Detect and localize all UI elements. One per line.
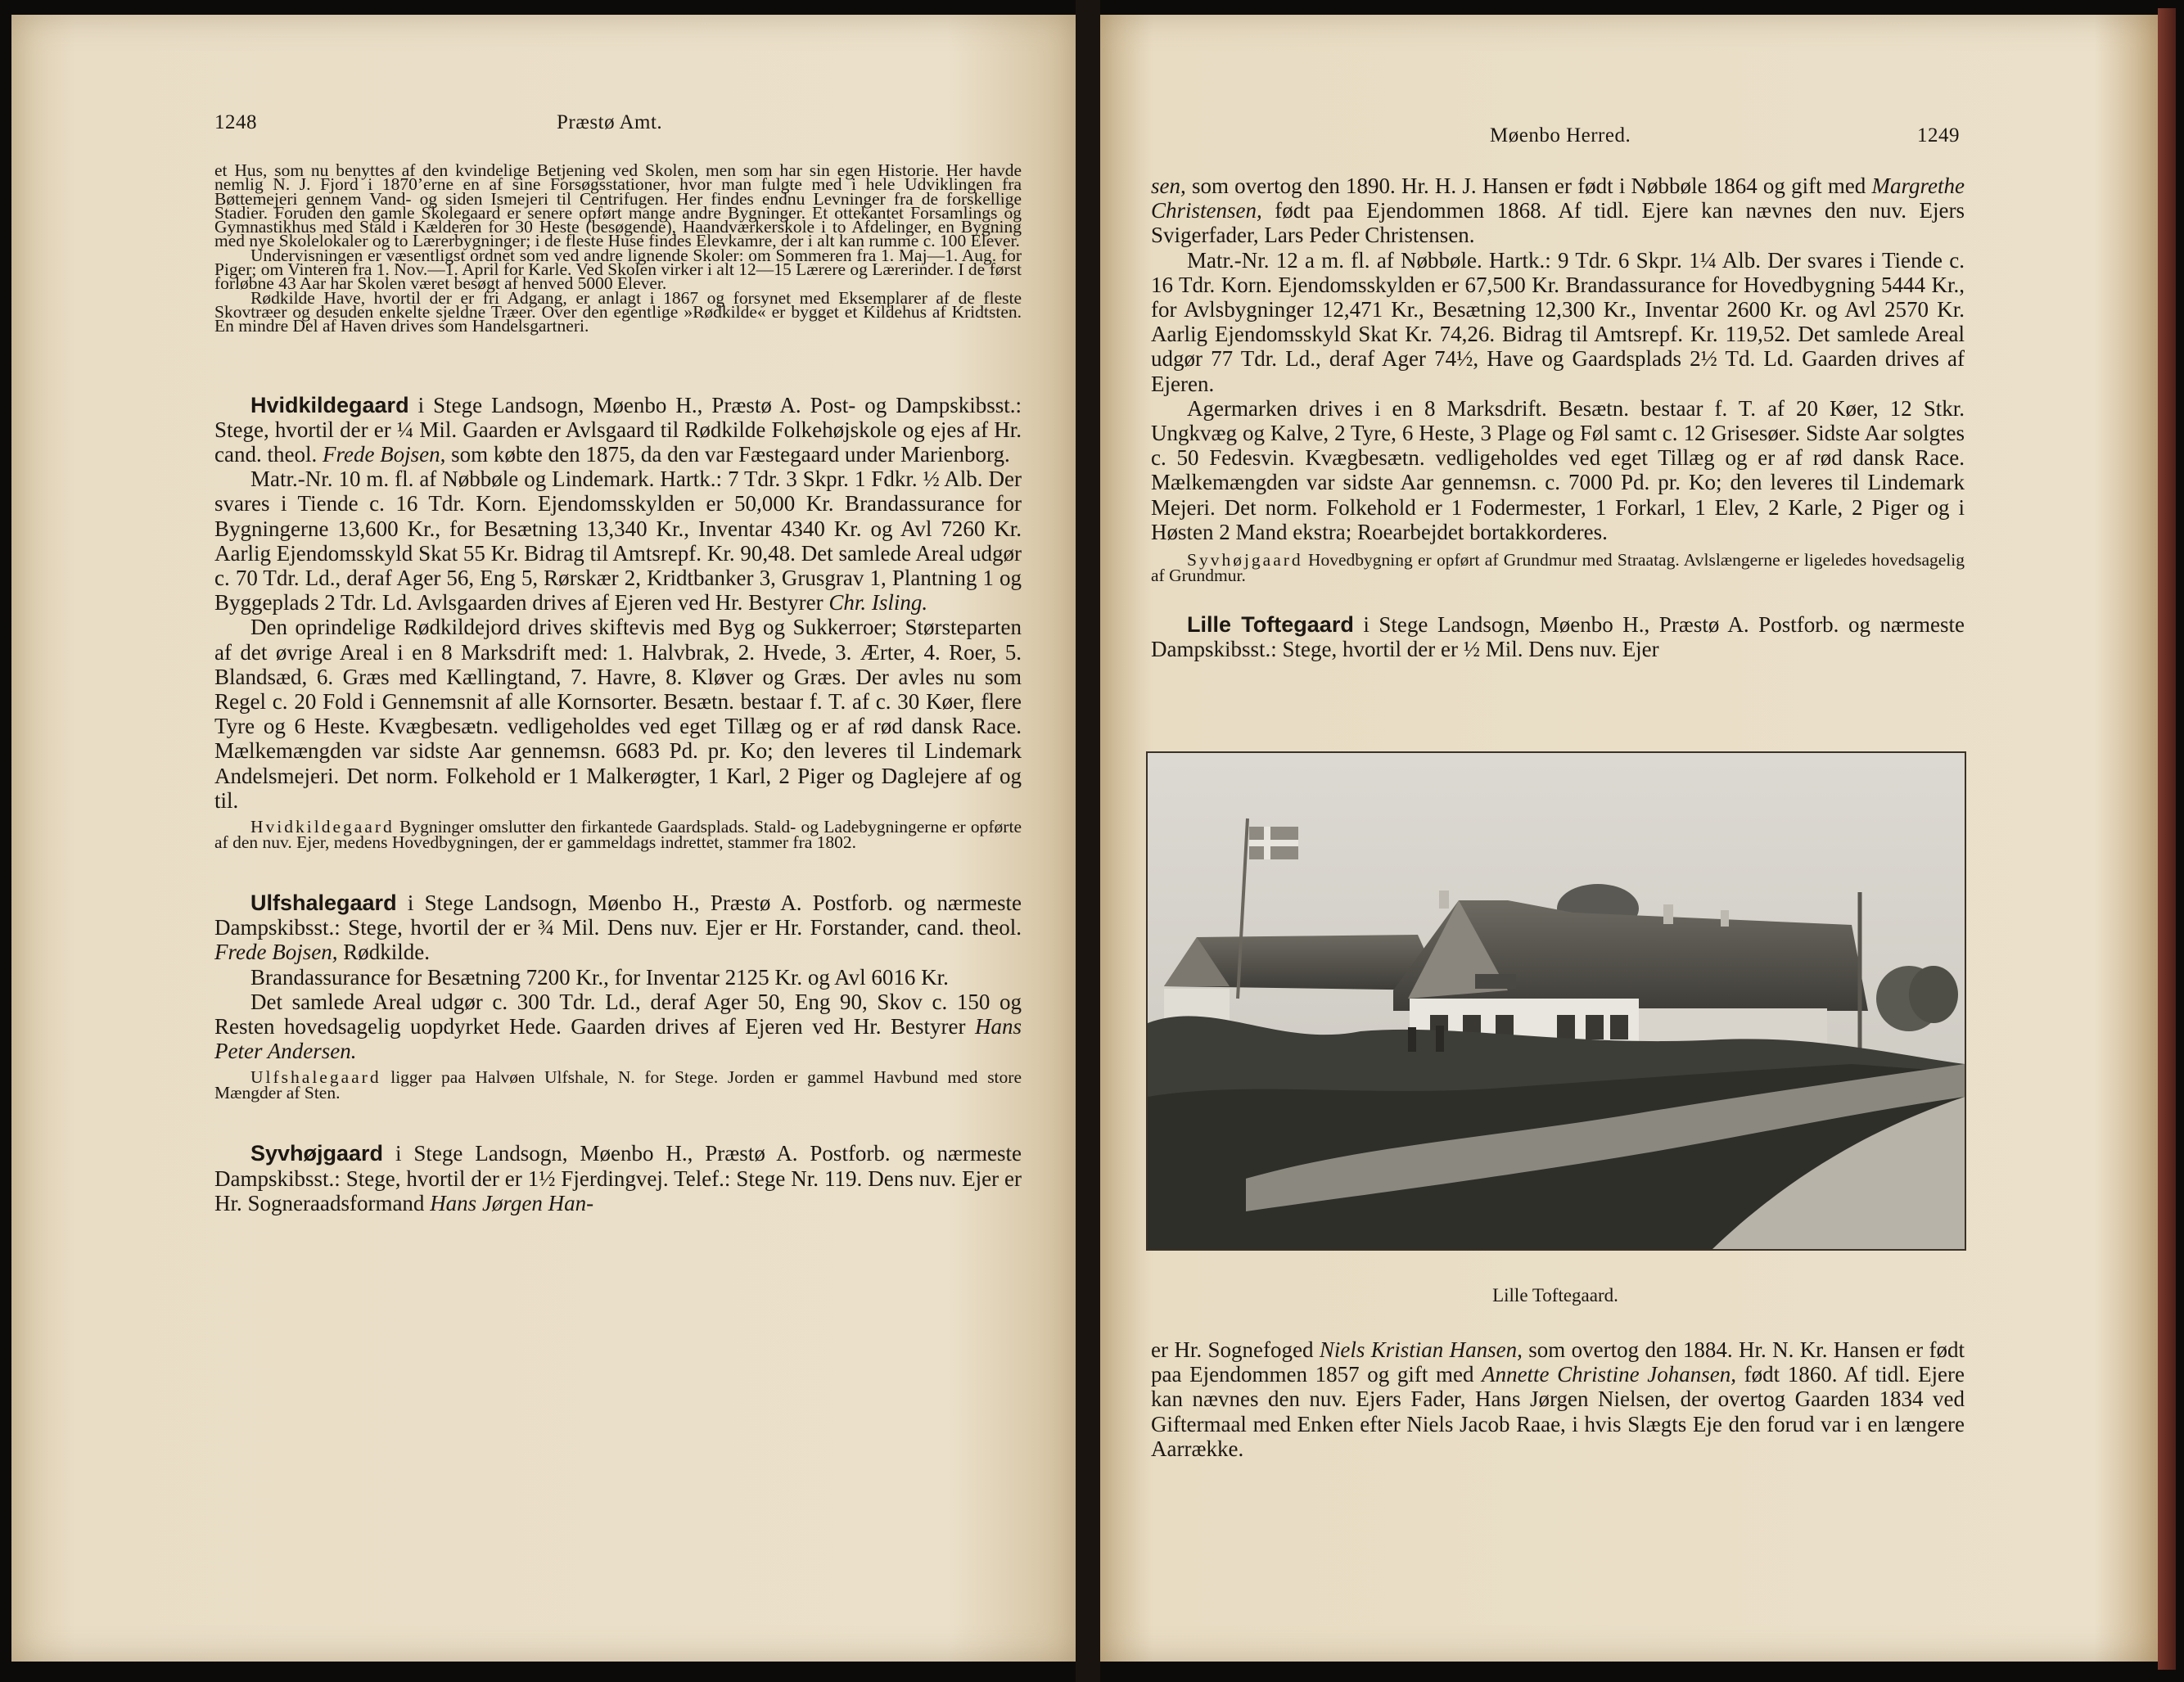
paragraph: Undervisningen er væsentligst ordnet som ved andre lignende Skoler: om Sommeren fra 1. Maj—1. Aug. for Piger; om Vinteren fra 1. Nov.—1. April for Karle. Ved Skolen virker i alt 12—15 Lærere og Lærerinder. I de først forløbne 43 Aar har Skolen været besøgt af henved 5000 Elever.: [214, 245, 1022, 294]
entry-note: Hvidkildegaard Bygninger omslutter den firkantede Gaardsplads. Stald- og Ladebygningerne er opførte af den nuv. Ejer, medens Hovedbygningen, der er gammeldags indrettet, stammer fra 1802.: [214, 817, 1022, 852]
right-text-column-top: [1151, 174, 1965, 661]
paragraph: Ulfshalegaard i Stege Landsogn, Møenbo H., Præstø A. Postforb. og nærmeste Dampskibsst.: Stege, hvortil der er ¾ Mil. Dens nuv. Ejer er Hr. Forstander, cand. theol. Frede Bojsen, Rødkilde.: [214, 891, 1022, 965]
owner-name: Hans Jørgen Han-: [430, 1190, 594, 1215]
rodkilde-section: [214, 160, 1022, 336]
owner-name: Frede Bojsen,: [214, 940, 338, 965]
right-running-head: Møenbo Herred.: [1490, 124, 1631, 147]
book-spine: [1076, 0, 1100, 1682]
photo-caption: Lille Toftegaard.: [1492, 1285, 1618, 1305]
paragraph: Matr.-Nr. 12 a m. fl. af Nøbbøle. Hartk.: 9 Tdr. 6 Skpr. 1¼ Alb. Der svares i Tiende c. 16 Tdr. Korn. Ejendomsskylden er 67,500 Kr. Brandassurance for Hovedbygning 5444 Kr., for Avlsbygninger 12,471 Kr., Besætning 12,300 Kr., Inventar 2600 Kr. og Avl 2570 Kr. Aarlig Ejendomsskyld Skat Kr. 74,26. Bidrag til Amtsrepf. Kr. 119,52. Det samlede Areal udgør 77 Tdr. Ld., deraf Ager 74½, Have og Gaardsplads 2½ Td. Ld. Gaarden drives af Ejeren.: [1151, 247, 1965, 396]
ulfshalegaard-entry: [214, 891, 1022, 1063]
paragraph: sen, som overtog den 1890. Hr. H. J. Hansen er født i Nøbbøle 1864 og gift med Margrethe Christensen, født paa Ejendommen 1868. Af tidl. Ejere kan nævnes den nuv. Ejers Svigerfader, Lars Peder Christensen.: [1151, 174, 1965, 248]
paragraph: Brandassurance for Besætning 7200 Kr., for Inventar 2125 Kr. og Avl 6016 Kr.: [250, 964, 949, 990]
paragraph: Syvhøjgaard i Stege Landsogn, Møenbo H., Præstø A. Postforb. og nærmeste Dampskibsst.: Stege, hvortil der er 1½ Fjerdingvej. Telef.: Stege Nr. 119. Dens nuv. Ejer er Hr. Sogneraadsformand Hans Jørgen Han-: [214, 1141, 1022, 1215]
book-cover-edge: [2158, 8, 2176, 1670]
paragraph: Rødkilde Have, hvortil der er fri Adgang, er anlagt i 1867 og forsynet med Eksemplarer af de fleste Skovtræer og desuden enkelte sjeldne Træer. Over den egentlige »Rødkilde« er bygget et Kildehus af Kridtsten. En mindre Del af Haven drives som Handelsgartneri.: [214, 287, 1022, 336]
entry-heading: Hvidkildegaard: [250, 392, 409, 417]
paragraph: Matr.-Nr. 10 m. fl. af Nøbbøle og Lindemark. Hartk.: 7 Tdr. 3 Skpr. 1 Fdkr. ½ Alb. Der svares i Tiende c. 16 Tdr. Korn. Ejendomsskylden er 50,000 Kr. Brandassurance for Bygningerne 13,600 Kr., for Besætning 13,340 Kr., Inventar 4340 Kr. og Avl 7260 Kr. Aarlig Ejendomsskyld Skat 55 Kr. Bidrag til Amtsrepf. Kr. 90,48. Det samlede Areal udgør c. 70 Tdr. Ld., deraf Ager 56, Eng 5, Rørskær 2, Kridtbanker 3, Grusgrav 1, Plantning 1 og Byggeplads 2 Tdr. Ld. Avlsgaarden drives af Ejeren ved Hr. Bestyrer Chr. Isling.: [214, 467, 1022, 616]
syvhojgaard-continued: [1151, 174, 1965, 544]
lille-toftegaard-entry: [1151, 612, 1965, 661]
syvhojgaard-entry: [214, 1141, 1022, 1215]
owner-name: Niels Kristian Hansen,: [1319, 1337, 1523, 1362]
wife-name: Margrethe Christensen,: [1151, 174, 1965, 223]
left-running-head: Præstø Amt.: [557, 111, 663, 133]
entry-heading: Syvhøjgaard: [250, 1141, 384, 1166]
paragraph: er Hr. Sognefoged Niels Kristian Hansen, som overtog den 1884. Hr. N. Kr. Hansen er født paa Ejendommen 1857 og gift med Annette Christine Johansen, født 1860. Af tidl. Ejere kan nævnes den nuv. Ejers Fader, Hans Jørgen Nielsen, der overtog Gaarden 1834 ved Giftermaal med Enken efter Niels Jacob Raae, i hvis Slægts Eje den forud var i en længere Aarrække.: [1151, 1337, 1965, 1461]
entry-heading: Ulfshalegaard: [250, 891, 397, 916]
entry-heading: Lille Toftegaard: [1187, 612, 1354, 638]
paragraph: Den oprindelige Rødkildejord drives skiftevis med Byg og Sukkerroer; Størsteparten af det øvrige Areal i en 8 Marksdrift med: 1. Halvbrak, 2. Hvede, 3. Ærter, 4. Roer, 5. Blandsæd, 6. Græs med Kællingtand, 7. Havre, 8. Kløver og Græs. Der avles nu som Regel c. 20 Fold i Gennemsnit af alle Kornsorter. Besætn. bestaar f. T. af c. 30 Køer, flere Tyre og 6 Heste. Kvægbesætn. vedligeholdes ved eget Tillæg og er af rød dansk Race. Mælkemængden var sidste Aar gennemsn. 6683 Pd. pr. Ko; den leveres til Lindemark Andelsmejeri. Det norm. Folkehold er 1 Malkerøgter, 1 Karl, 2 Piger og Daglejere af og til.: [214, 615, 1022, 813]
right-page-number: 1249: [1917, 124, 1960, 147]
paragraph: Det samlede Areal udgør c. 300 Tdr. Ld., deraf Ager 50, Eng 90, Skov c. 150 og Resten hovedsagelig uopdyrket Hede. Gaarden drives af Ejeren ved Hr. Bestyrer Hans Peter Andersen.: [214, 989, 1022, 1064]
entry-note: Ulfshalegaard ligger paa Halvøen Ulfshale, N. for Stege. Jorden er gammel Havbund med store Mængder af Sten.: [214, 1067, 1022, 1103]
paragraph: et Hus, som nu benyttes af den kvindelige Betjening ved Skolen, men som har sin egen Historie. Her havde nemlig N. J. Fjord i 1870’erne en af sine Forsøgsstationer, hvor man fulgte med i hele Udviklingen fra Bøttemejeri gennem Vand- og siden Ismejeri til Centrifugen. Her findes endnu Levninger fra de forskellige Stadier. Foruden den gamle Skolegaard er senere opført mange andre Bygninger. Et ottekantet Forsamlings og Gymnastikhus med Stald i Kælderen for 30 Heste (besøgende), Haandværkerskole i to Afdelinger, en Bygning med nye Skolelokaler og to Lærerbygninger; i de fleste Huse findes Elevkamre, der i alt kan rumme c. 100 Elever.: [214, 160, 1022, 251]
farmhouse-illustration: [1148, 753, 1965, 1249]
entry-note: Syvhøjgaard Hovedbygning er opført af Grundmur med Straatag. Avlslængerne er ligeledes hovedsagelig af Grundmur.: [1151, 550, 1965, 585]
farmhouse-photo: [1146, 751, 1966, 1251]
manager-name: Hans Peter Andersen.: [214, 1014, 1022, 1064]
hvidkildegaard-entry: [214, 393, 1022, 813]
paragraph: Hvidkildegaard i Stege Landsogn, Møenbo H., Præstø A. Post- og Dampskibsst.: Stege, hvortil der er ¼ Mil. Gaarden er Avlsgaard til Rødkilde Folkehøjskole og ejes af Hr. cand. theol. Frede Bojsen, som købte den 1875, da den var Fæstegaard under Marienborg.: [214, 392, 1022, 467]
paragraph: Lille Toftegaard i Stege Landsogn, Møenbo H., Præstø A. Postforb. og nærmeste Dampskibsst.: Stege, hvortil der er ½ Mil. Dens nuv. Ejer: [1151, 612, 1965, 662]
owner-name: Frede Bojsen,: [322, 441, 446, 467]
left-page-number: 1248: [214, 111, 257, 133]
paragraph: Agermarken drives i en 8 Marksdrift. Besætn. bestaar f. T. af 20 Køer, 12 Stkr. Ungkvæg og Kalve, 2 Tyre, 6 Heste, 3 Plage og Føl samt c. 12 Grisesøer. Sidste Aar solgtes c. 50 Fedesvin. Kvægbesætn. vedligeholdes ved eget Tillæg og er af rød dansk Race. Mælkemængden var sidste Aar gennemsn. c. 7000 Pd. pr. Ko; den leveres til Lindemark Mejeri. Det norm. Folkehold er 1 Fodermester, 1 Forkarl, 1 Elev, 2 Karle, 2 Piger og i Høsten 2 Mand ekstra; Roearbejdet bortakkorderes.: [1151, 395, 1965, 544]
left-text-column: [214, 160, 1022, 1215]
right-text-column-bottom: [1151, 1337, 1965, 1461]
manager-name: Chr. Isling.: [828, 590, 928, 616]
wife-name: Annette Christine Johansen,: [1482, 1362, 1736, 1387]
